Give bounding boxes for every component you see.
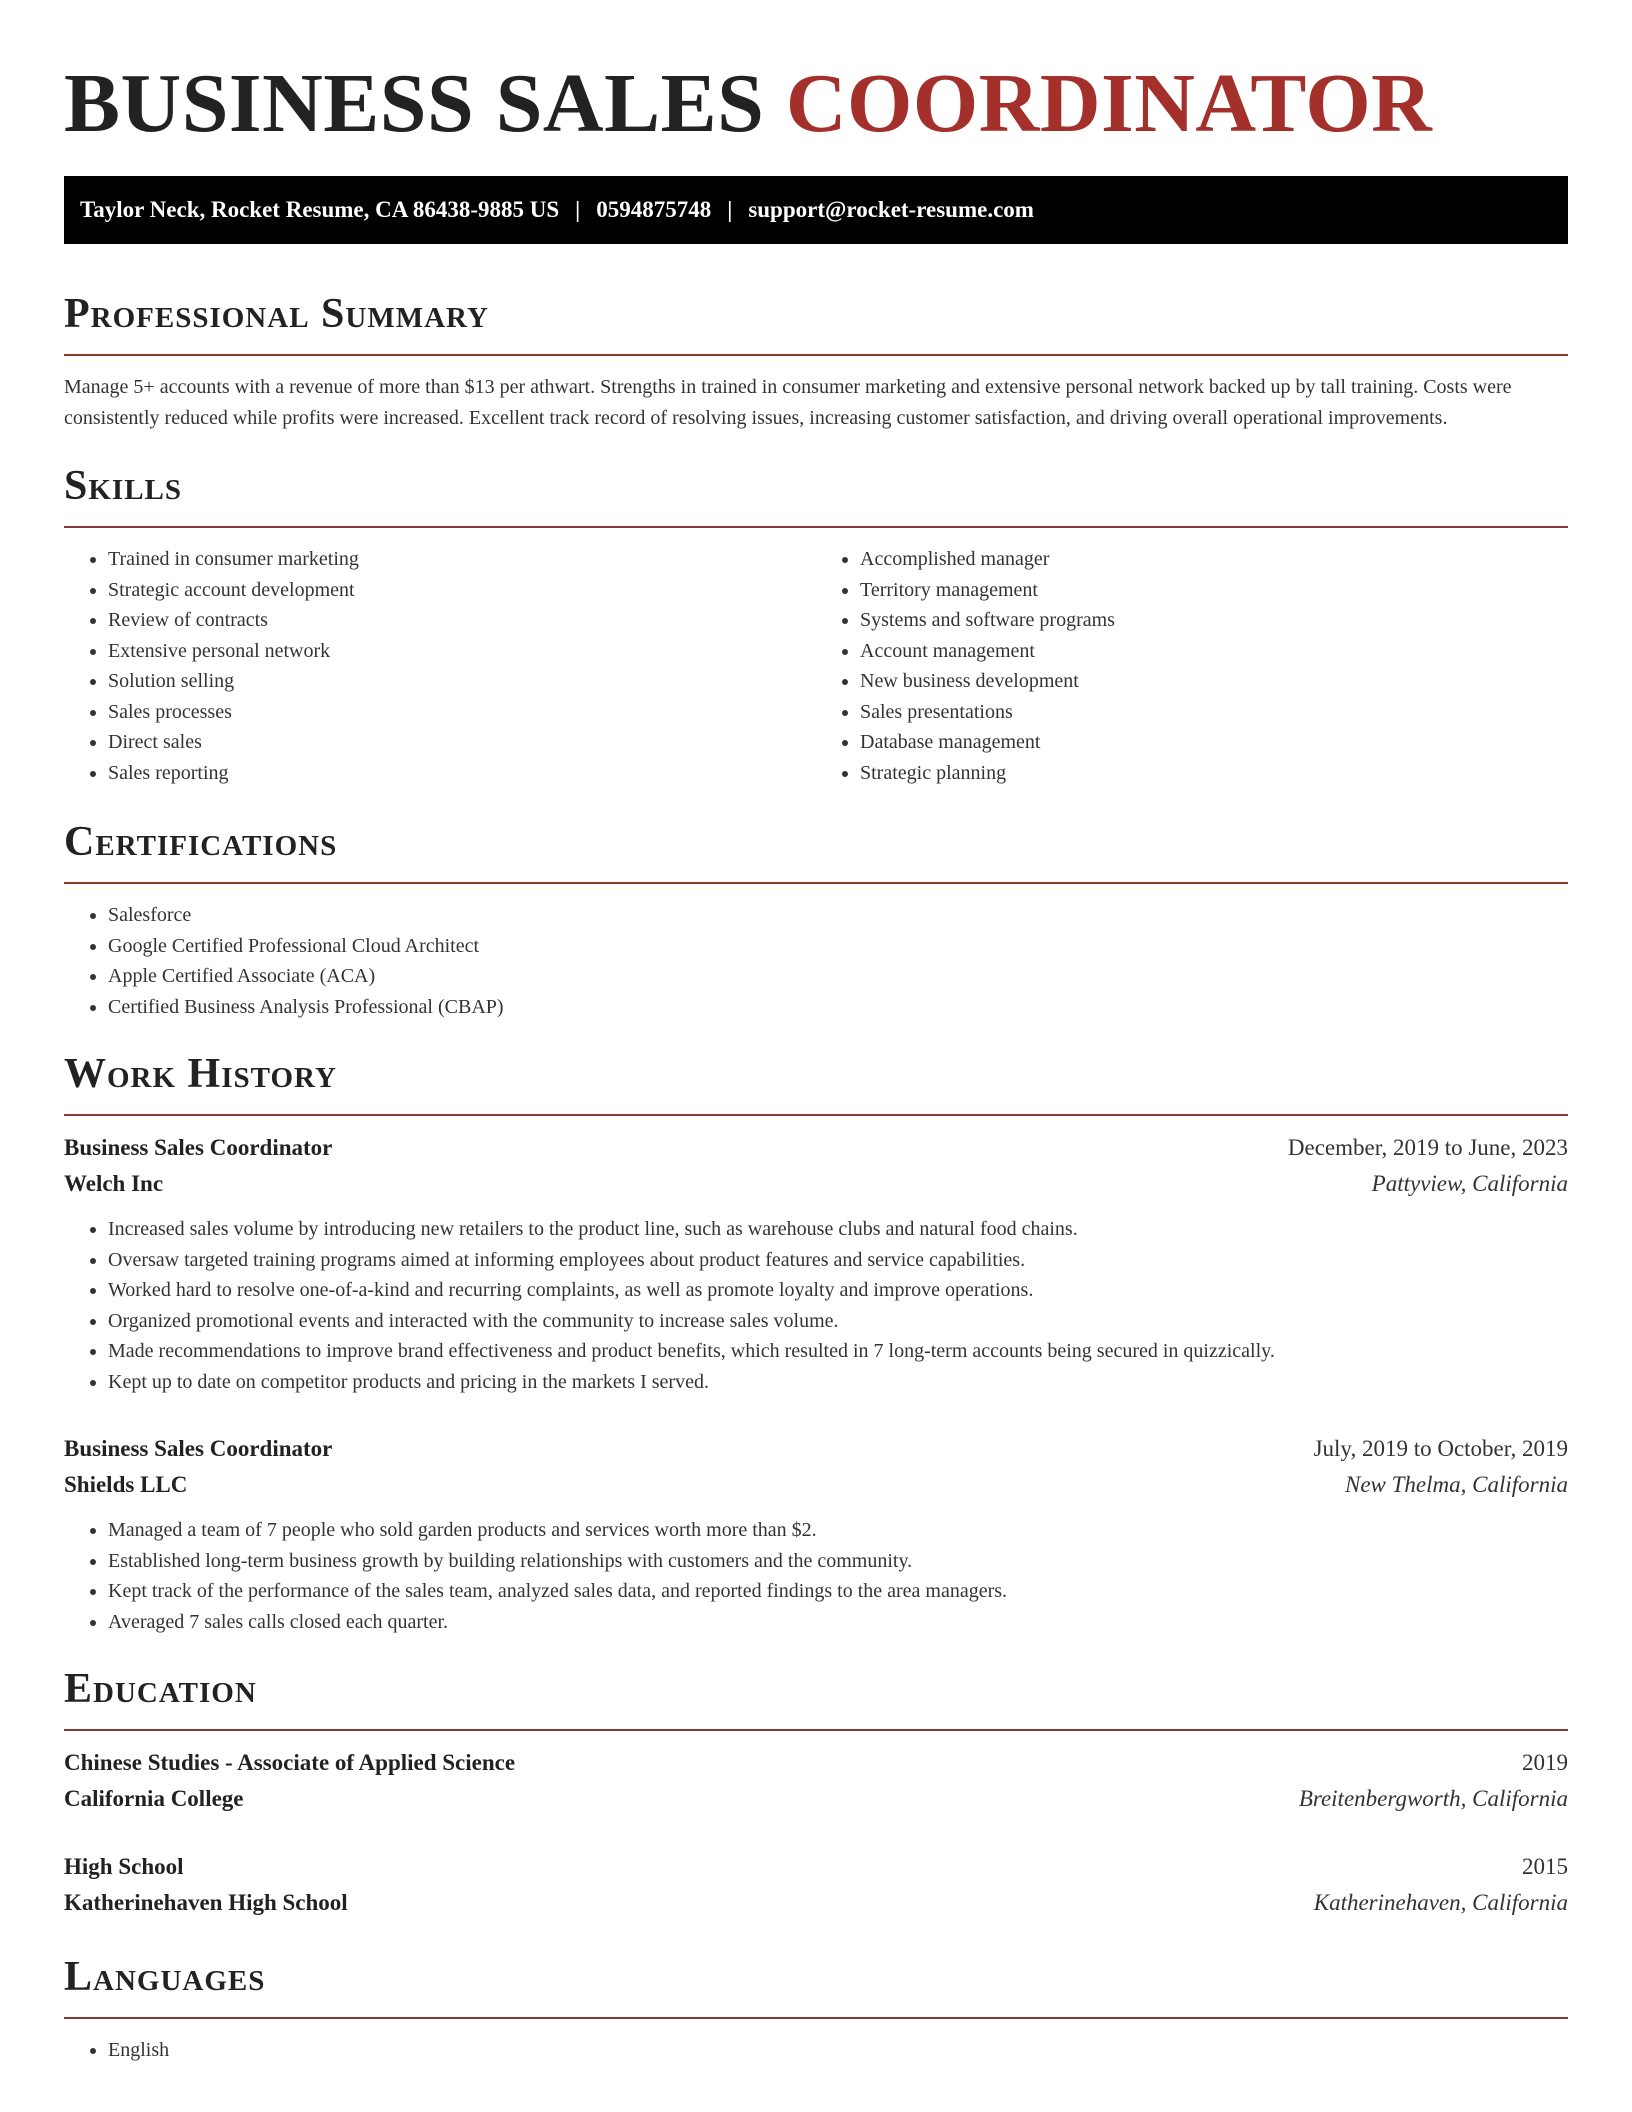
- education-year: 2019: [1522, 1750, 1568, 1775]
- list-item: • Organized promotional events and interacted with the community to increase sales volume.: [108, 1306, 1568, 1337]
- education-degree-row: [64, 1745, 1568, 1781]
- job-header-row: [64, 1431, 1568, 1467]
- education-degree: Chinese Studies - Associate of Applied Science: [64, 1750, 516, 1775]
- list-item: • Kept up to date on competitor products and pricing in the markets I served.: [108, 1367, 1568, 1398]
- contact-email: support@rocket-resume.com: [748, 197, 1034, 222]
- summary-heading: Professional Summary: [64, 291, 489, 337]
- job-title: Business Sales Coordinator: [64, 1436, 333, 1461]
- section-divider: [64, 2017, 1568, 2019]
- skills-heading: Skills: [64, 463, 183, 509]
- job-company: Welch Inc: [64, 1171, 164, 1196]
- education-school: California College: [64, 1786, 244, 1811]
- summary-section: [64, 288, 1568, 434]
- list-item: • Averaged 7 sales calls closed each quarter.: [108, 1607, 1568, 1638]
- education-entry: [64, 1849, 1568, 1921]
- list-item: • Solution selling: [108, 666, 816, 697]
- list-item: • Territory management: [860, 575, 1568, 606]
- job-entry: [64, 1431, 1568, 1637]
- page-title: [64, 0, 1568, 152]
- list-item: • Extensive personal network: [108, 636, 816, 667]
- list-item: • Established long-term business growth by building relationships with customers and the community.: [108, 1546, 1568, 1577]
- contact-phone: 0594875748: [596, 197, 712, 222]
- list-item: • Systems and software programs: [860, 605, 1568, 636]
- job-company-row: [64, 1467, 1568, 1503]
- job-bullets: [64, 1515, 1568, 1637]
- work-history-heading: Work History: [64, 1051, 337, 1097]
- job-entry: [64, 1130, 1568, 1397]
- education-location: Katherinehaven, California: [1313, 1890, 1568, 1915]
- certifications-heading: Certifications: [64, 819, 338, 865]
- skills-columns: [64, 528, 1568, 788]
- list-item: • Google Certified Professional Cloud Architect: [108, 931, 1568, 962]
- list-item: • Trained in consumer marketing: [108, 544, 816, 575]
- list-item: • Direct sales: [108, 727, 816, 758]
- contact-separator: |: [727, 197, 733, 222]
- languages-section: [64, 1951, 1568, 2066]
- list-item: • Apple Certified Associate (ACA): [108, 961, 1568, 992]
- contact-separator: |: [575, 197, 581, 222]
- job-location: Pattyview, California: [1371, 1171, 1568, 1196]
- list-item: • Made recommendations to improve brand effectiveness and product benefits, which resulted in 7 long-term accounts being secured in quizzically.: [108, 1336, 1568, 1367]
- list-item: • Increased sales volume by introducing new retailers to the product line, such as warehouse clubs and natural food chains.: [108, 1214, 1568, 1245]
- education-heading: Education: [64, 1666, 257, 1712]
- section-divider: [64, 1114, 1568, 1116]
- certifications-section: [64, 816, 1568, 1022]
- list-item: • Salesforce: [108, 900, 1568, 931]
- section-divider: [64, 882, 1568, 884]
- languages-heading: Languages: [64, 1954, 266, 2000]
- list-item: • Sales presentations: [860, 697, 1568, 728]
- job-title: Business Sales Coordinator: [64, 1135, 333, 1160]
- education-degree: High School: [64, 1854, 184, 1879]
- education-school: Katherinehaven High School: [64, 1890, 348, 1915]
- education-section: [64, 1663, 1568, 1921]
- list-item: • Review of contracts: [108, 605, 816, 636]
- list-item: • Sales reporting: [108, 758, 816, 789]
- list-item: • Account management: [860, 636, 1568, 667]
- list-item: • Kept track of the performance of the sales team, analyzed sales data, and reported findings to the area managers.: [108, 1576, 1568, 1607]
- work-history-section: [64, 1048, 1568, 1637]
- list-item: • Certified Business Analysis Professional (CBAP): [108, 992, 1568, 1023]
- education-location: Breitenbergworth, California: [1298, 1786, 1568, 1811]
- skills-list-right: [816, 544, 1568, 788]
- job-location: New Thelma, California: [1345, 1472, 1568, 1497]
- contact-address: Taylor Neck, Rocket Resume, CA 86438-9885 US: [80, 197, 560, 222]
- list-item: • English: [108, 2035, 1568, 2066]
- list-item: • Accomplished manager: [860, 544, 1568, 575]
- education-year: 2015: [1522, 1854, 1568, 1879]
- section-divider: [64, 354, 1568, 356]
- skills-section: [64, 460, 1568, 788]
- title-accent: COORDINATOR: [785, 57, 1433, 150]
- education-entry: [64, 1745, 1568, 1817]
- job-company-row: [64, 1166, 1568, 1202]
- job-company: Shields LLC: [64, 1472, 188, 1497]
- job-header-row: [64, 1130, 1568, 1166]
- job-dates: July, 2019 to October, 2019: [1313, 1436, 1568, 1461]
- job-dates: December, 2019 to June, 2023: [1287, 1135, 1568, 1160]
- education-school-row: [64, 1781, 1568, 1817]
- list-item: • Strategic planning: [860, 758, 1568, 789]
- list-item: • Database management: [860, 727, 1568, 758]
- education-school-row: [64, 1885, 1568, 1921]
- summary-text: Manage 5+ accounts with a revenue of more than $13 per athwart. Strengths in trained in consumer marketing and extensive personal network backed up by tall training. Costs were consistently reduced while profits were increased. Excellent track record of resolving issues, increasing customer satisfaction, and driving overall operational improvements.: [64, 376, 1512, 429]
- list-item: • Oversaw targeted training programs aimed at informing employees about product features and service capabilities.: [108, 1245, 1568, 1276]
- list-item: • Strategic account development: [108, 575, 816, 606]
- title-main: BUSINESS SALES: [64, 57, 765, 150]
- education-degree-row: [64, 1849, 1568, 1885]
- languages-list: [64, 2035, 1568, 2066]
- certifications-list: [64, 900, 1568, 1022]
- contact-bar: [64, 176, 1568, 244]
- list-item: • Worked hard to resolve one-of-a-kind and recurring complaints, as well as promote loyalty and improve operations.: [108, 1275, 1568, 1306]
- job-bullets: [64, 1214, 1568, 1397]
- list-item: • Managed a team of 7 people who sold garden products and services worth more than $2.: [108, 1515, 1568, 1546]
- list-item: • Sales processes: [108, 697, 816, 728]
- skills-list-left: [64, 544, 816, 788]
- section-divider: [64, 1729, 1568, 1731]
- list-item: • New business development: [860, 666, 1568, 697]
